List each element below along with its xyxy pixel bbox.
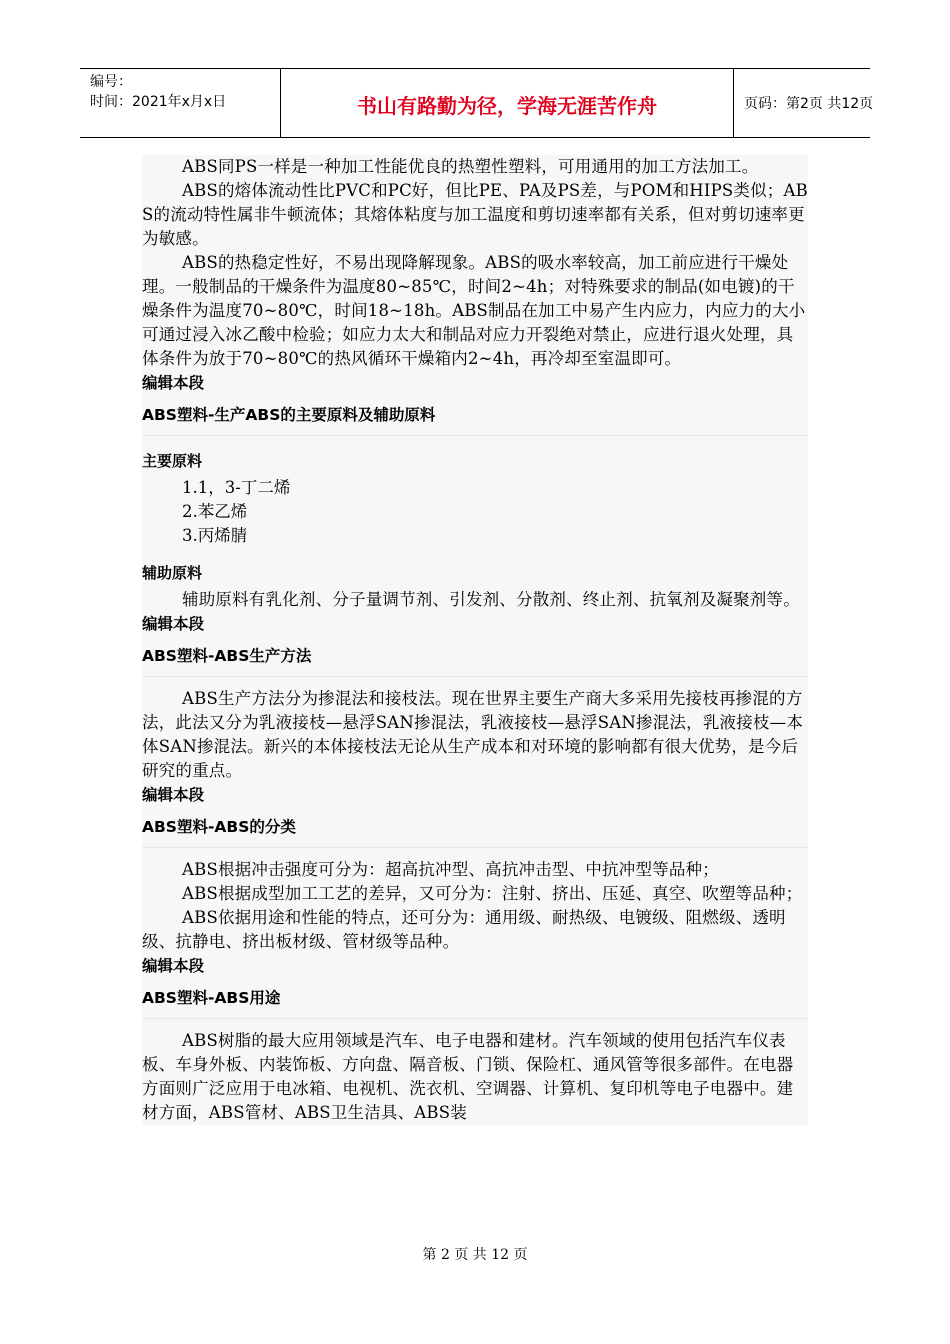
intro-paragraph: ABS的熔体流动性比PVC和PC好，但比PE、PA及PS差，与POM和HIPS类似；ABS的流动特性属非牛顿流体；其熔体粘度与加工温度和剪切速率都有关系，但对剪切速率更为敏感。 [142, 181, 808, 248]
header-page-cell [734, 69, 874, 137]
section-title: ABS塑料-ABS用途 [142, 986, 808, 1019]
section-title: ABS塑料-ABS生产方法 [142, 644, 808, 677]
header-motto-cell [281, 69, 734, 137]
page-footer: 第 2 页 共 12 页 [422, 1247, 528, 1263]
edit-section-link[interactable]: 编辑本段 [142, 957, 205, 975]
main-materials-heading: 主要原料 [142, 452, 203, 470]
intro-paragraph: ABS的热稳定性好，不易出现降解现象。ABS的吸水率较高，加工前应进行干燥处理。一般制品的干燥条件为温度80~85℃，时间2~4h；对特殊要求的制品(如电镀)的干燥条件为温度70~80℃，时间18~18h。ABS制品在加工中易产生内应力，内应力的大小可通过浸入冰乙酸中检验；如应力太大和制品对应力开裂绝对禁止，应进行退火处理，具体条件为放于70~80℃的热风循环干燥箱内2~4h，再冷却至室温即可。 [142, 253, 806, 368]
aux-materials-heading: 辅助原料 [142, 564, 203, 582]
date-line: 时间：2021年x月x日 [90, 94, 227, 110]
aux-paragraph: 辅助原料有乳化剂、分子量调节剂、引发剂、分散剂、终止剂、抗氧剂及凝聚剂等。 [182, 590, 800, 609]
edit-section-link[interactable]: 编辑本段 [142, 786, 205, 804]
section-paragraph: ABS根据冲击强度可分为：超高抗冲型、高抗冲击型、中抗冲型等品种； [182, 860, 719, 879]
section-paragraph: ABS根据成型加工工艺的差异，又可分为：注射、挤出、压延、真空、吹塑等品种； [182, 884, 803, 903]
section-paragraph: ABS生产方法分为掺混法和接枝法。现在世界主要生产商大多采用先接枝再掺混的方法，此法又分为乳液接枝—悬浮SAN掺混法，乳液接枝—悬浮SAN掺混法，乳液接枝—本体SAN掺混法。新兴的本体接枝法无论从生产成本和对环境的影响都有很大优势，是今后研究的重点。 [142, 689, 804, 780]
list-item: 3.丙烯腈 [182, 526, 248, 545]
number-label: 编号： [90, 74, 132, 90]
intro-paragraph: ABS同PS一样是一种加工性能优良的热塑性塑料，可用通用的加工方法加工。 [182, 157, 759, 176]
page-info: 页码：第2页 共12页 [744, 96, 874, 112]
section-title: ABS塑料-ABS的分类 [142, 815, 808, 848]
motto-text: 书山有路勤为径，学海无涯苦作舟 [357, 94, 657, 118]
list-item: 2.苯乙烯 [182, 502, 248, 521]
page-header [80, 68, 874, 138]
edit-section-link[interactable]: 编辑本段 [142, 374, 205, 392]
document-body [142, 155, 808, 1125]
edit-section-link[interactable]: 编辑本段 [142, 615, 205, 633]
list-item: 1.1，3-丁二烯 [182, 478, 291, 497]
header-meta-cell [80, 69, 281, 137]
section-paragraph: ABS树脂的最大应用领域是汽车、电子电器和建材。汽车领域的使用包括汽车仪表板、车身外板、内装饰板、方向盘、隔音板、门锁、保险杠、通风管等很多部件。在电器方面则广泛应用于电冰箱、电视机、洗衣机、空调器、计算机、复印机等电子电器中。建材方面，ABS管材、ABS卫生洁具、ABS装 [142, 1031, 794, 1122]
section-paragraph: ABS依据用途和性能的特点，还可分为：通用级、耐热级、电镀级、阻燃级、透明级、抗静电、挤出板材级、管材级等品种。 [142, 908, 786, 951]
section-title: ABS塑料-生产ABS的主要原料及辅助原料 [142, 403, 808, 436]
